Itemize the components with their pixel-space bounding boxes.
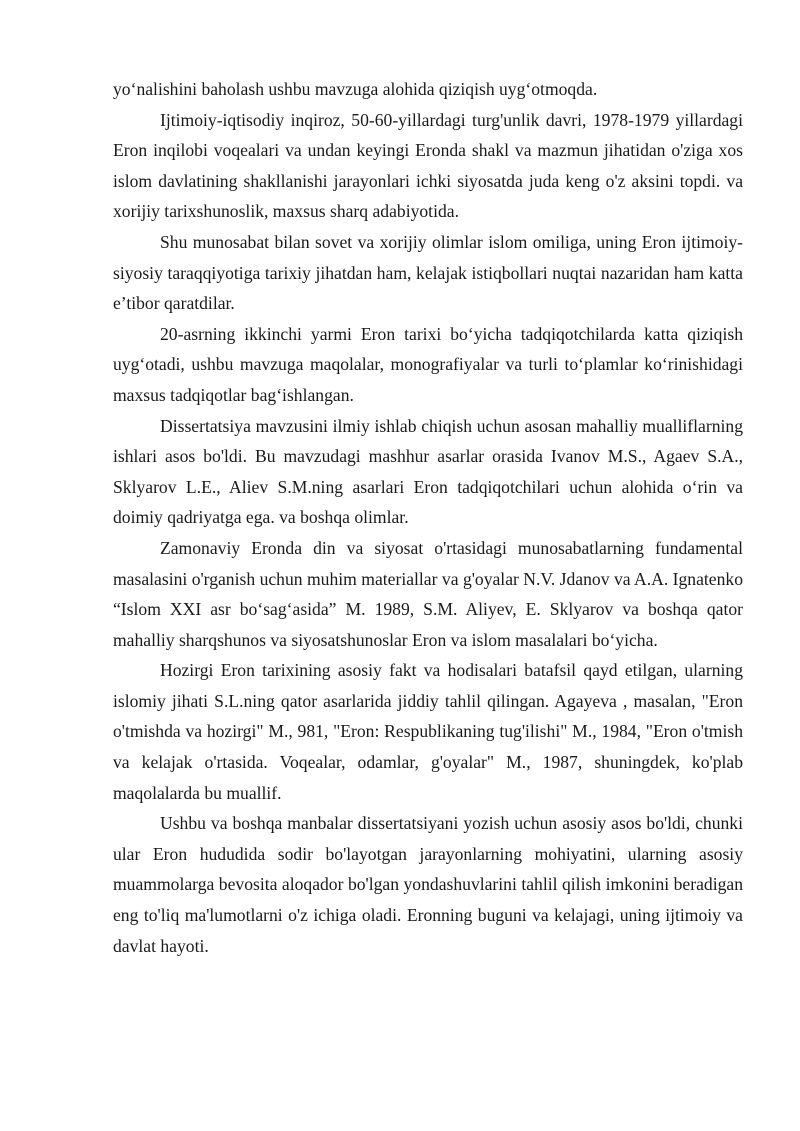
paragraph: Zamonaviy Eronda din va siyosat o'rtasidagi munosabatlarning fundamental masalasini o'rganish uchun muhim materiallar va g'oyalar N.V. Jdanov va A.A. Ignatenko “Islom XXI asr bo‘sag‘asida” M. 1989, S.M. Aliyev, E. Sklyarov va boshqa qator mahalliy sharqshunos va siyosatshunoslar Eron va islom masalalari bo‘yicha. — [113, 537, 743, 650]
paragraph-continuation: yo‘nalishini baholash ushbu mavzuga alohida qiziqish uyg‘otmoqda. — [113, 79, 598, 99]
paragraph: Shu munosabat bilan sovet va xorijiy olimlar islom omiliga, uning Eron ijtimoiy-siyosiy taraqqiyotiga tarixiy jihatdan ham, kelajak istiqbollari nuqtai nazaridan ham katta e’tibor qaratdilar. — [113, 231, 743, 314]
paragraph: 20-asrning ikkinchi yarmi Eron tarixi bo‘yicha tadqiqotchilarda katta qiziqish uyg‘otadi, ushbu mavzuga maqolalar, monografiyalar va turli to‘plamlar ko‘rinishidagi maxsus tadqiqotlar bag‘ishlangan. — [113, 323, 743, 405]
document-page — [113, 74, 743, 961]
paragraph: Ijtimoiy-iqtisodiy inqiroz, 50-60-yillardagi turg'unlik davri, 1978-1979 yillardagi Eron inqilobi voqealari va undan keyingi Eronda shakl va mazmun jihatidan o'ziga xos islom davlatining shakllanishi jarayonlari ichki siyosatda juda keng o'z aksini topdi. va xorijiy tarixshunoslik, maxsus sharq adabiyotida. — [113, 109, 743, 222]
paragraph: Dissertatsiya mavzusini ilmiy ishlab chiqish uchun asosan mahalliy mualliflarning ishlari asos bo'ldi. Bu mavzudagi mashhur asarlar orasida Ivanov M.S., Agaev S.A., Sklyarov L.E., Aliev S.M.ning asarlari Eron tadqiqotchilari uchun alohida o‘rin va doimiy qadriyatga ega. va boshqa olimlar. — [113, 415, 743, 528]
paragraph: Hozirgi Eron tarixining asosiy fakt va hodisalari batafsil qayd etilgan, ularning islomiy jihati S.L.ning qator asarlarida jiddiy tahlil qilingan. Agayeva , masalan, "Eron o'tmishda va hozirgi" M., 981, "Eron: Respublikaning tug'ilishi" M., 1984, "Eron o'tmish va kelajak o'rtasida. Voqealar, odamlar, g'oyalar" M., 1987, shuningdek, ko'plab maqolalarda bu muallif. — [113, 660, 743, 803]
paragraph: Ushbu va boshqa manbalar dissertatsiyani yozish uchun asosiy asos bo'ldi, chunki ular Eron hududida sodir bo'layotgan jarayonlarning mohiyatini, ularning asosiy muammolarga bevosita aloqador bo'lgan yondashuvlarini tahlil qilish imkonini beradigan eng to'liq ma'lumotlarni o'z ichiga oladi. Eronning buguni va kelajagi, uning ijtimoiy va davlat hayoti. — [113, 813, 743, 956]
